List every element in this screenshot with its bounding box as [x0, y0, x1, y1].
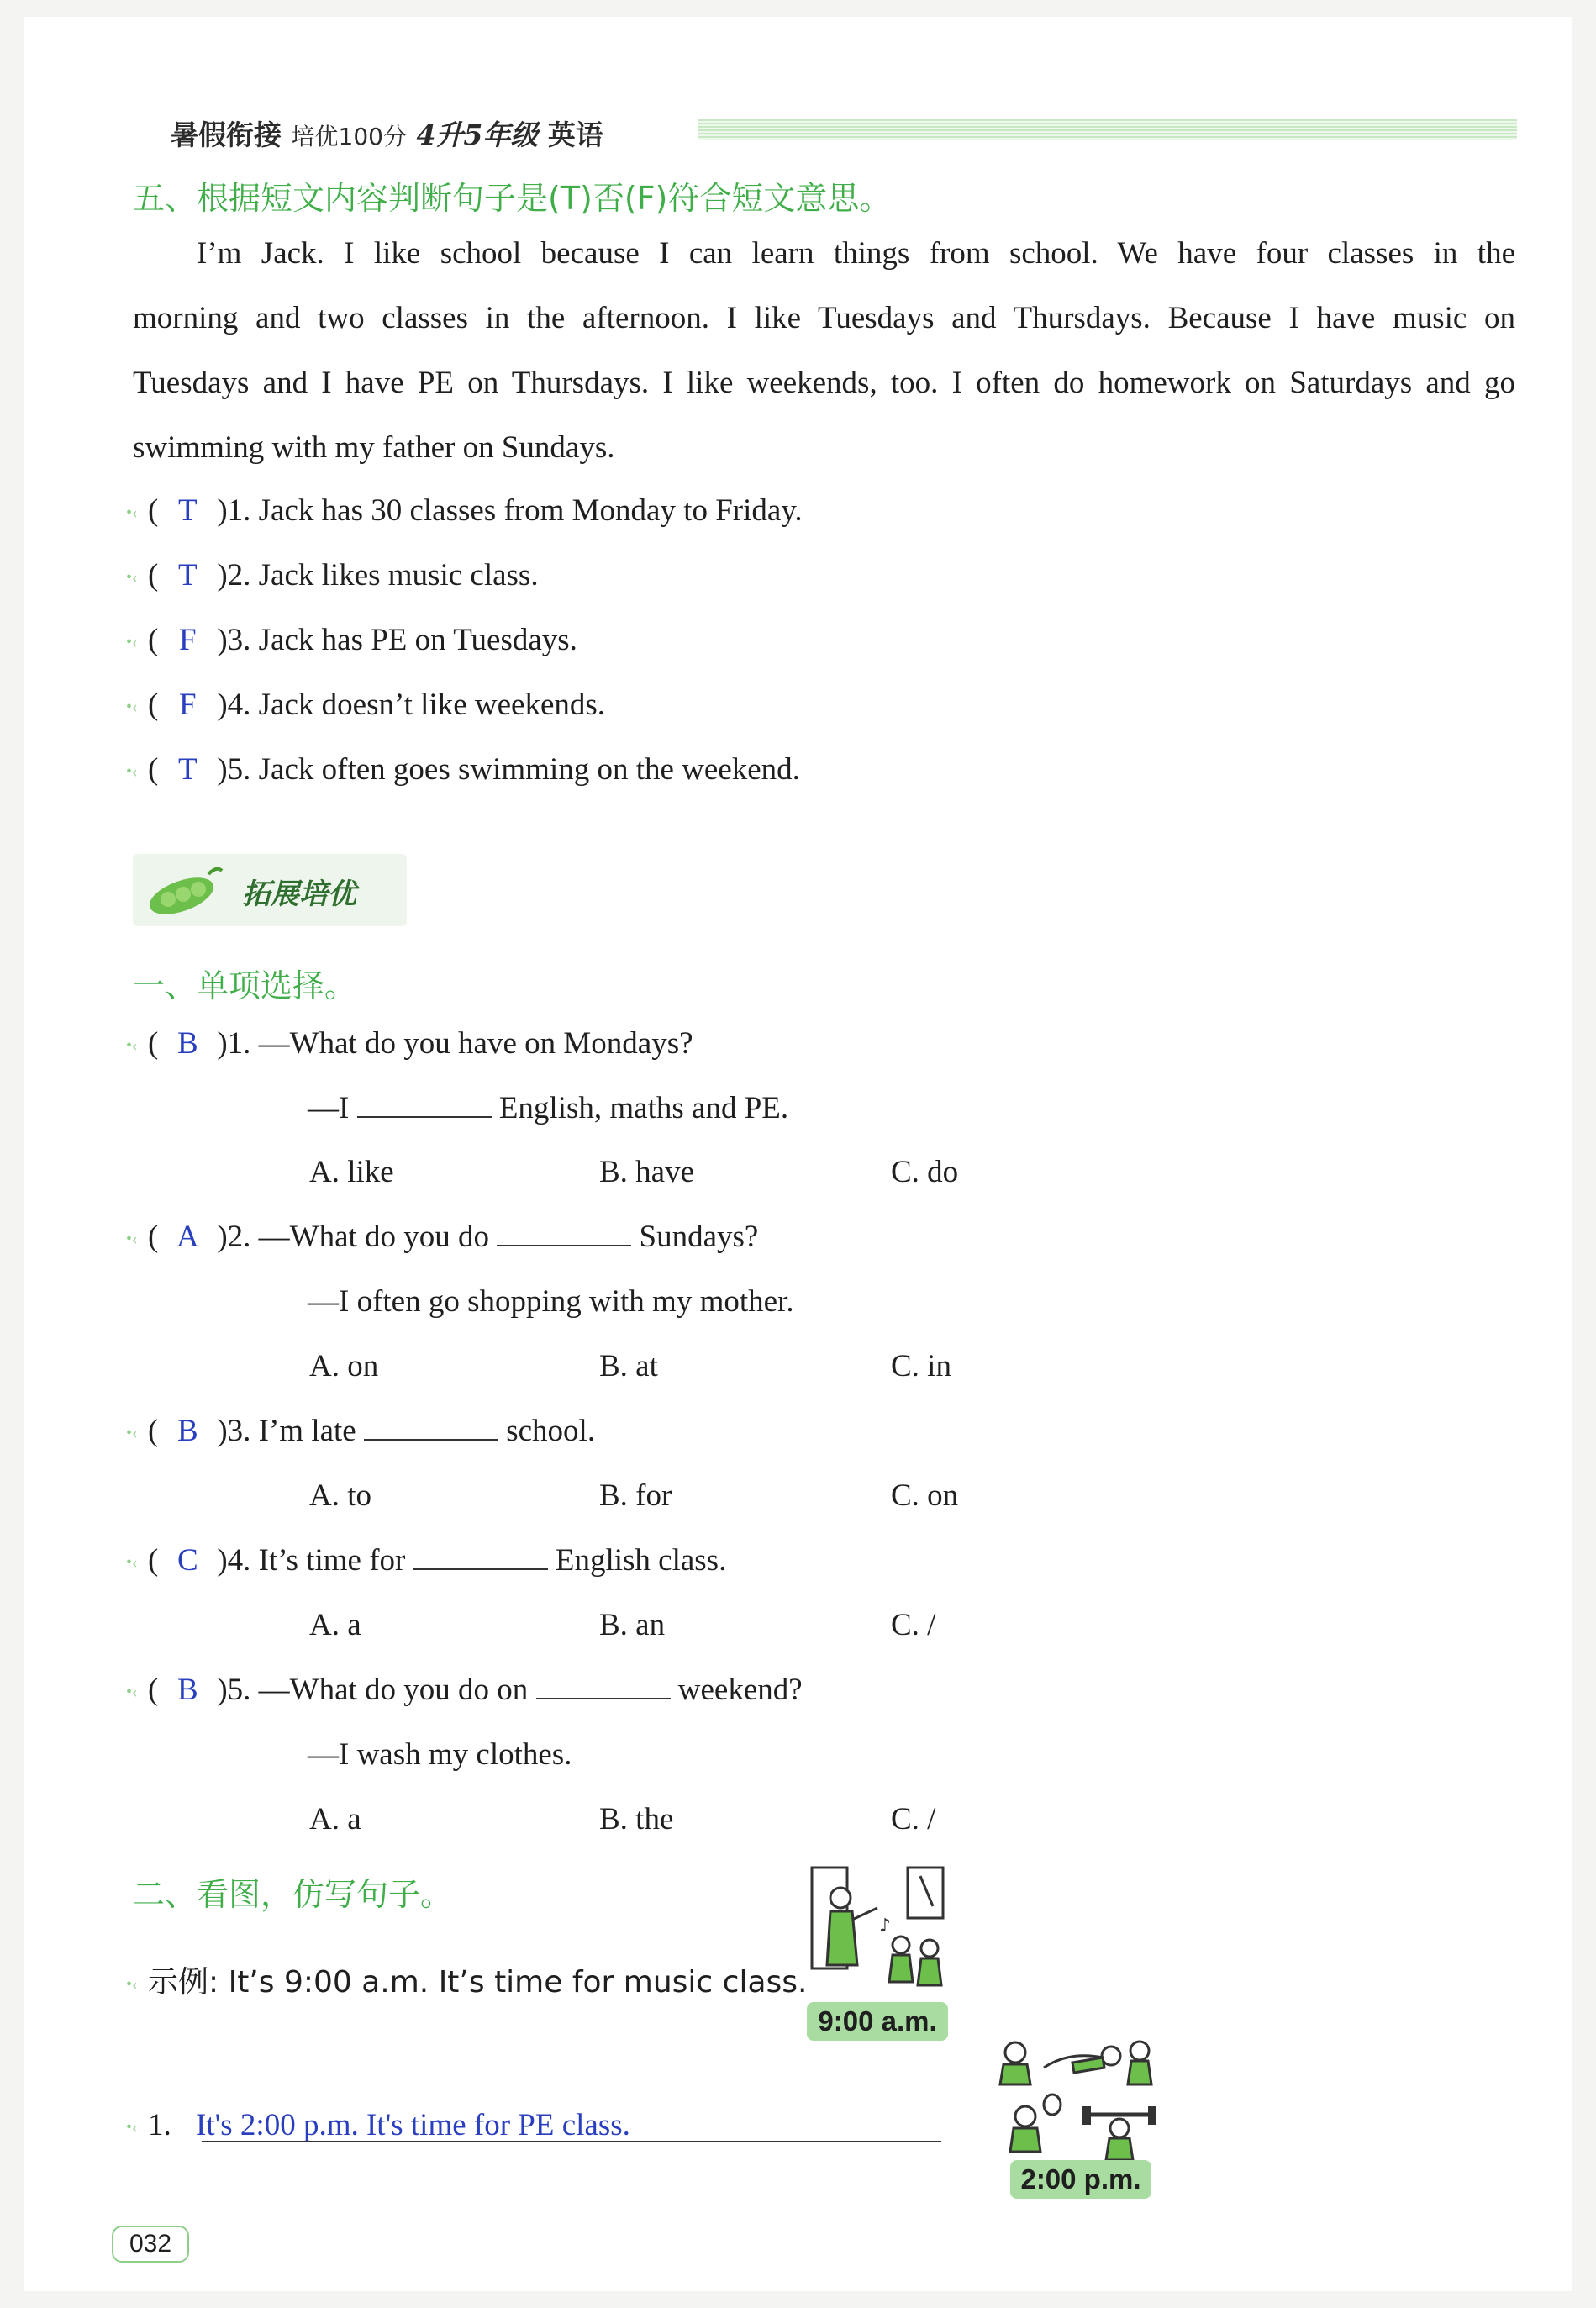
tf-item-3: •‹ ( F )3. Jack has PE on Tuesdays.: [126, 623, 577, 657]
part-2-title: 二、看图，仿写句子。: [133, 1876, 453, 1913]
mc-q2-reply: —I often go shopping with my mother.: [308, 1284, 794, 1319]
answer-value: T: [178, 493, 198, 528]
answer-value: B: [176, 1026, 198, 1061]
tf-item-4: •‹ ( F )4. Jack doesn’t like weekends.: [126, 688, 606, 722]
section-5-title: 五、根据短文内容判断句子是(T)否(F)符合短文意思。: [133, 180, 892, 217]
writing-item-1: •‹ 1. It's 2:00 p.m. It's time for PE class.: [126, 2108, 630, 2142]
passage-line-3: Tuesdays and I have PE on Thursdays. I like weekends, too. I often do homework on Saturdays and go: [133, 366, 1515, 400]
option-b: B. at: [599, 1349, 658, 1383]
pea-pod-icon: [141, 859, 225, 923]
option-a: A. a: [309, 1608, 361, 1642]
written-answer: It's 2:00 p.m. It's time for PE class.: [196, 2108, 630, 2142]
expand-label: 拓展培优: [242, 877, 356, 911]
mc-q2: •‹ ( A )2. —What do you do Sundays?: [126, 1220, 759, 1254]
passage-line-1: I’m Jack. I like school because I can learn things from school. We have four classes in the: [197, 236, 1515, 271]
option-c: C. on: [891, 1478, 959, 1513]
option-b: B. have: [599, 1155, 695, 1189]
answer-value: F: [179, 688, 197, 722]
fill-blank: [497, 1220, 631, 1246]
example-sentence: •‹ 示例: It’s 9:00 a.m. It’s time for music class.: [126, 1965, 808, 2000]
fill-blank: [364, 1414, 498, 1441]
answer-line: [202, 2141, 941, 2142]
mc-q1: •‹ ( B )1. —What do you have on Mondays?: [126, 1026, 693, 1061]
passage-line-2: morning and two classes in the afternoon. I like Tuesdays and Thursdays. Because I have music on: [133, 301, 1515, 335]
answer-value: B: [176, 1414, 198, 1448]
option-b: B. the: [599, 1802, 674, 1836]
fill-blank: [357, 1091, 492, 1118]
option-b: B. an: [599, 1608, 666, 1642]
option-a: A. on: [309, 1349, 379, 1383]
option-a: A. a: [309, 1802, 361, 1836]
header-title: 暑假衔接 培优100分 4升5年级 英语: [171, 119, 603, 151]
answer-value: B: [176, 1673, 198, 1707]
svg-text:♪: ♪: [879, 1915, 892, 1937]
part-1-title: 一、单项选择。: [133, 967, 357, 1004]
music-class-illustration: [807, 1864, 948, 1997]
mc-q3: •‹ ( B )3. I’m late school.: [126, 1414, 596, 1448]
option-c: C. do: [891, 1155, 959, 1189]
tf-item-1: •‹ ( T )1. Jack has 30 classes from Monday to Friday.: [126, 493, 803, 528]
option-c: C. in: [891, 1349, 951, 1383]
fill-blank: [536, 1673, 671, 1699]
option-c: C. /: [891, 1608, 936, 1642]
option-a: A. to: [309, 1478, 371, 1513]
answer-value: T: [178, 752, 198, 787]
page-number: 032: [112, 2226, 189, 2263]
mc-q5-reply: —I wash my clothes.: [308, 1737, 572, 1772]
passage-line-4: swimming with my father on Sundays.: [133, 430, 615, 465]
mc-q4: •‹ ( C )4. It’s time for English class.: [126, 1543, 727, 1578]
time-badge-1: 9:00 a.m.: [807, 2002, 948, 2041]
option-c: C. /: [891, 1802, 936, 1836]
option-b: B. for: [599, 1478, 672, 1513]
fill-blank: [413, 1543, 548, 1570]
answer-value: C: [176, 1543, 198, 1578]
pe-class-illustration: [985, 2034, 1163, 2168]
mc-q5: •‹ ( B )5. —What do you do on weekend?: [126, 1673, 803, 1707]
tf-item-2: •‹ ( T )2. Jack likes music class.: [126, 558, 539, 593]
option-a: A. like: [309, 1155, 394, 1189]
header-stripe: [698, 119, 1517, 140]
answer-value: T: [178, 558, 198, 593]
tf-item-5: •‹ ( T )5. Jack often goes swimming on the weekend.: [126, 752, 800, 787]
time-badge-2: 2:00 p.m.: [1010, 2160, 1151, 2199]
answer-value: A: [176, 1220, 199, 1254]
mc-q1-reply: —I English, maths and PE.: [308, 1091, 789, 1125]
answer-value: F: [179, 623, 197, 657]
reading-passage: [133, 221, 1515, 480]
